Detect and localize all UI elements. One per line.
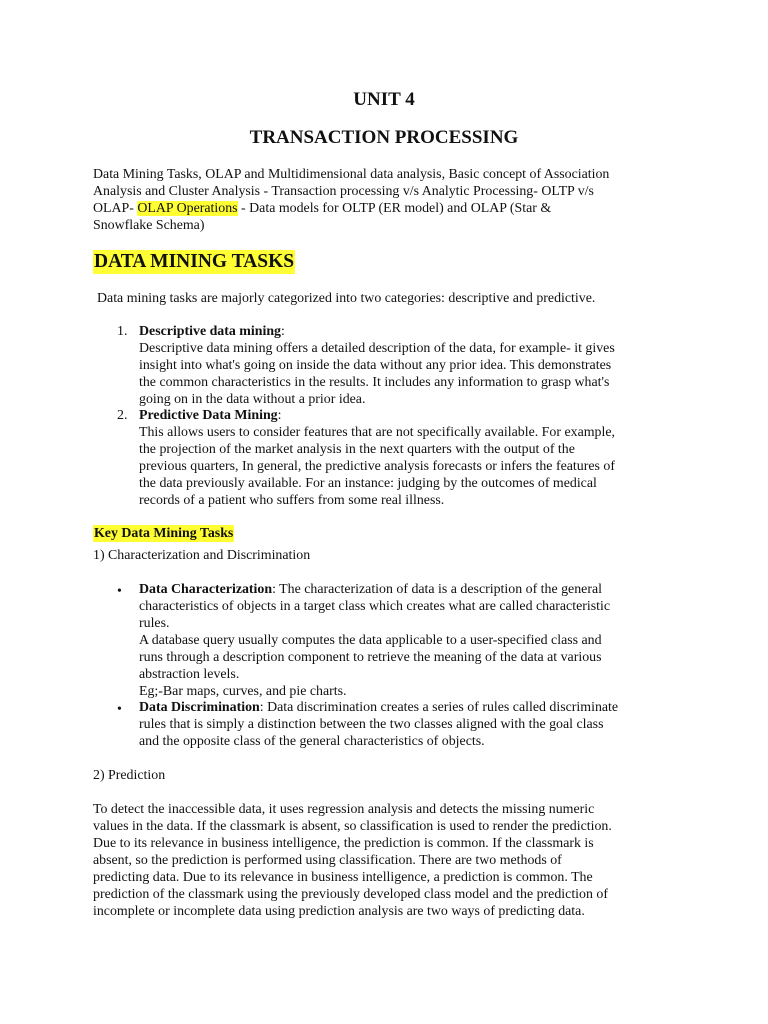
list-item-line: the data previously available. For an instance: judging by the outcomes of medical: [139, 476, 597, 491]
bullet-line: A database query usually computes the data applicable to a user-specified class and: [139, 633, 602, 648]
list-item-line: records of a patient who suffers from some real illness.: [139, 493, 445, 508]
list-item-title-suffix: :: [277, 408, 282, 423]
syllabus-line: Analysis and Cluster Analysis - Transaction processing v/s Analytic Processing- OLTP v/s: [93, 184, 594, 199]
subsection-heading: Key Data Mining Tasks: [94, 526, 234, 541]
list-item-title-suffix: :: [281, 324, 285, 339]
bullet-text: : Data discrimination creates a series of rules called discriminate: [259, 700, 619, 715]
list-item-title-text: Predictive Data Mining: [139, 408, 278, 423]
bullet-text: : The characterization of data is a description of the general: [272, 582, 602, 597]
bullet-title: Data Characterization: [139, 582, 273, 597]
bullet-first-line: [139, 699, 618, 716]
list-item-line: the common characteristics in the results. It includes any information to grasp what's: [139, 375, 610, 390]
list-item-line: going on in the data without a prior idea.: [139, 392, 366, 407]
syllabus-line: Snowflake Schema): [93, 218, 205, 233]
list-item-title-text: Descriptive data mining: [139, 324, 281, 339]
bullet-line: rules that is simply a distinction between the two classes aligned with the goal class: [139, 717, 604, 732]
document-title: TRANSACTION PROCESSING: [249, 127, 519, 148]
bullet-line: characteristics of objects in a target class which creates what are called characteristic: [139, 599, 611, 614]
bullet-line: runs through a description component to retrieve the meaning of the data at various: [139, 650, 602, 665]
list-item-line: previous quarters, In general, the predictive analysis forecasts or infers the features of: [139, 459, 615, 474]
syllabus-line: [93, 200, 551, 217]
bullet-line: and the opposite class of the general characteristics of objects.: [139, 734, 485, 749]
prediction-line: To detect the inaccessible data, it uses regression analysis and detects the missing numeric: [93, 802, 595, 817]
prediction-line: Due to its relevance in business intelligence, the prediction is common. If the classmark is: [93, 836, 594, 851]
list-number: 2.: [117, 408, 128, 423]
list-item-title: [139, 407, 282, 424]
syllabus-text: - Data models for OLTP (ER model) and OLAP (Star &: [237, 201, 552, 216]
characterization-heading: 1) Characterization and Discrimination: [93, 548, 311, 563]
list-item-line: Descriptive data mining offers a detailed description of the data, for example- it gives: [139, 341, 615, 356]
list-item-line: insight into what's going on inside the data without any prior idea. This demonstrates: [139, 358, 612, 373]
syllabus-text: OLAP-: [93, 201, 138, 216]
prediction-line: prediction of the classmark using the previously developed class model and the prediction of: [93, 887, 608, 902]
bullet-icon: •: [117, 702, 122, 717]
list-number: 1.: [117, 324, 128, 339]
olap-operations-highlight: OLAP Operations: [137, 201, 238, 216]
prediction-heading: 2) Prediction: [93, 768, 166, 783]
section-intro: Data mining tasks are majorly categorized into two categories: descriptive and predictive.: [97, 291, 596, 306]
prediction-line: incomplete or incomplete data using prediction analysis are two ways of predicting data.: [93, 904, 585, 919]
bullet-line: abstraction levels.: [139, 667, 240, 682]
unit-title: UNIT 4: [353, 89, 415, 110]
prediction-line: predicting data. Due to its relevance in business intelligence, a prediction is common. The: [93, 870, 593, 885]
bullet-icon: •: [117, 584, 122, 599]
section-heading: DATA MINING TASKS: [94, 251, 295, 272]
syllabus-line: Data Mining Tasks, OLAP and Multidimensional data analysis, Basic concept of Association: [93, 167, 610, 182]
prediction-line: absent, so the prediction is performed using classification. There are two methods of: [93, 853, 562, 868]
bullet-line: Eg;-Bar maps, curves, and pie charts.: [139, 684, 347, 699]
bullet-line: rules.: [139, 616, 170, 631]
prediction-line: values in the data. If the classmark is absent, so classification is used to render the prediction.: [93, 819, 612, 834]
bullet-title: Data Discrimination: [139, 700, 260, 715]
list-item-line: the projection of the market analysis in the next quarters with the output of the: [139, 442, 575, 457]
bullet-first-line: [139, 581, 602, 598]
list-item-title: [139, 323, 285, 340]
list-item-line: This allows users to consider features that are not specifically available. For example,: [139, 425, 615, 440]
